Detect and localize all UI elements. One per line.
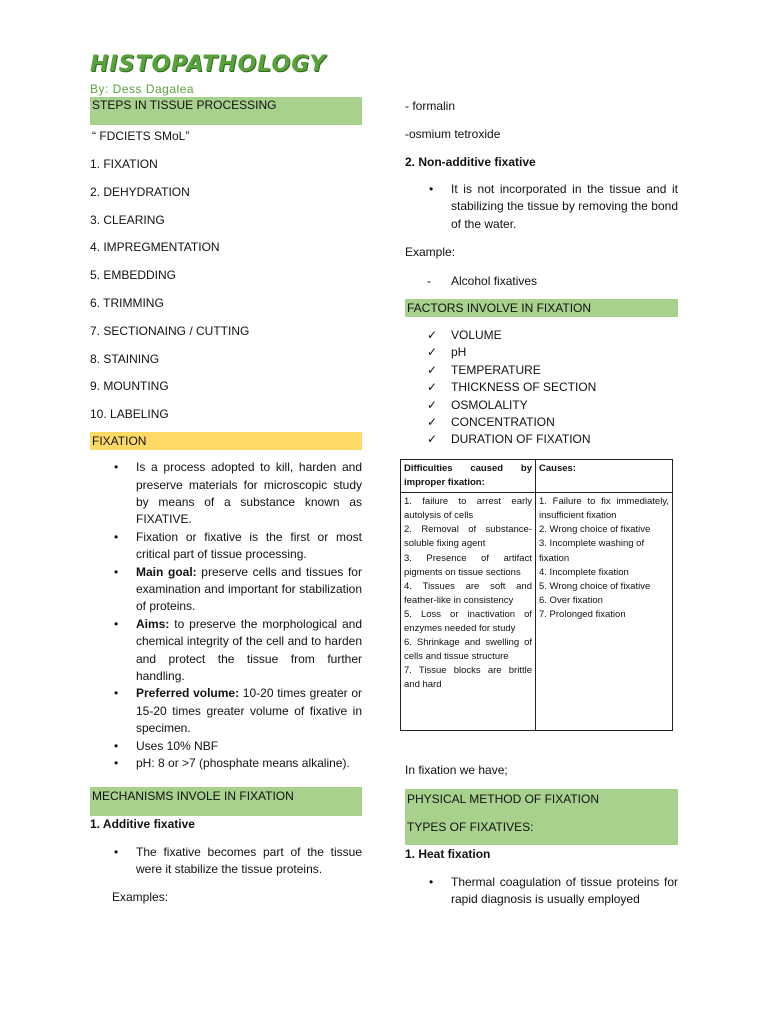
- check-icon: ✓: [427, 345, 438, 360]
- step-item: 7. SECTIONAING / CUTTING: [90, 323, 250, 338]
- check-icon: ✓: [427, 397, 438, 412]
- step-item: 10. LABELING: [90, 407, 169, 422]
- heat-heading: 1. Heat fixation: [405, 847, 491, 861]
- bullet-item: • Aims: to preserve the morphological and chemical integrity of the cell and to harden and protect the tissue from further handling.: [90, 616, 362, 686]
- bullet-item: • It is not incorporated in the tissue and it stabilizing the tissue by removing the bond of the water.: [405, 181, 678, 233]
- bullet-item: • The fixative becomes part of the tissue were it stabilize the tissue proteins.: [90, 844, 362, 879]
- difficulty-item: 2. Removal of substance-soluble fixing agent: [404, 524, 532, 550]
- formalin-line: - formalin: [405, 99, 456, 113]
- cause-item: 3. Incomplete washing of fixation: [539, 538, 645, 564]
- table-row: [401, 493, 673, 731]
- cause-item: 5. Wrong choice of fixative: [539, 580, 651, 592]
- cause-item: 6. Over fixation: [539, 594, 603, 606]
- mechanisms-heading: MECHANISMS INVOLE IN FIXATION: [90, 787, 362, 816]
- step-item: 6. TRIMMING: [90, 295, 164, 310]
- cause-item: 7. Prolonged fixation: [539, 608, 626, 620]
- causes-cell: [536, 493, 673, 731]
- bullet-item: • Uses 10% NBF: [90, 738, 362, 755]
- bullet-item: • Fixation or fixative is the first or most critical part of tissue processing.: [90, 529, 362, 564]
- step-item: 3. CLEARING: [90, 212, 165, 227]
- fixation-bullets: [90, 459, 362, 772]
- physical-band: [405, 789, 678, 845]
- alcohol-item: [405, 273, 724, 289]
- factor-item: ✓ TEMPERATURE: [405, 362, 678, 379]
- factor-item: ✓ OSMOLALITY: [405, 397, 678, 414]
- bullet-item: • Thermal coagulation of tissue proteins for rapid diagnosis is usually employed: [405, 874, 678, 909]
- header-causes: Causes:: [536, 460, 673, 493]
- osmium-line: -osmium tetroxide: [405, 127, 501, 141]
- step-item: 9. MOUNTING: [90, 379, 169, 394]
- in-fixation-line: In fixation we have;: [405, 763, 508, 777]
- check-icon: ✓: [427, 362, 438, 377]
- physical-heading: PHYSICAL METHOD OF FIXATION: [407, 792, 600, 806]
- mnemonic: “ FDCIETS SMoL”: [92, 129, 190, 143]
- factor-item: ✓ CONCENTRATION: [405, 414, 678, 431]
- example-label: Example:: [405, 245, 456, 259]
- examples-label: Examples:: [112, 890, 169, 904]
- fixation-heading: FIXATION: [90, 432, 362, 450]
- difficulty-item: 3. Presence of artifact pigments on tissue sections: [404, 552, 532, 578]
- factor-item: ✓ DURATION OF FIXATION: [405, 431, 678, 448]
- factors-list: [405, 327, 678, 449]
- difficulty-item: 1. failure to arrest early autolysis of cells: [404, 496, 532, 522]
- bullet-item: • Main goal: preserve cells and tissues for examination and important for stabilization of proteins.: [90, 564, 362, 616]
- cause-item: 1. Failure to fix immediately, insufficient fixation: [539, 496, 669, 522]
- additive-heading: 1. Additive fixative: [90, 817, 195, 831]
- cause-item: 4. Incomplete fixation: [539, 566, 629, 578]
- step-item: 1. FIXATION: [90, 157, 158, 171]
- cause-item: 2. Wrong choice of fixative: [539, 524, 651, 536]
- step-item: 8. STAINING: [90, 351, 160, 366]
- table-header-row: [401, 460, 673, 493]
- types-heading: TYPES OF FIXATIVES:: [407, 820, 534, 834]
- nonadditive-heading: 2. Non-additive fixative: [405, 155, 536, 169]
- difficulty-item: 7. Tissue blocks are brittle and hard: [404, 665, 532, 691]
- difficulty-item: 4. Tissues are soft and feather-like in consistency: [404, 580, 532, 606]
- dash-marker: -: [427, 274, 431, 288]
- bullet-item: • Preferred volume: 10-20 times greater or 15-20 times greater volume of fixative in specimen.: [90, 685, 362, 737]
- check-icon: ✓: [427, 328, 438, 342]
- check-icon: ✓: [427, 415, 438, 430]
- difficulty-item: 5. Loss or inactivation of enzymes needed for study: [404, 608, 532, 635]
- alcohol-text: Alcohol fixatives: [451, 274, 538, 288]
- check-icon: ✓: [427, 380, 438, 395]
- factor-item: ✓ VOLUME: [405, 327, 678, 344]
- steps-list: [90, 156, 362, 422]
- step-item: 5. EMBEDDING: [90, 268, 177, 283]
- nonadditive-bullets: [405, 181, 678, 233]
- left-column: [90, 97, 362, 772]
- steps-heading: STEPS IN TISSUE PROCESSING: [90, 97, 362, 125]
- header-difficulties: Difficulties caused by improper fixation:: [401, 460, 536, 493]
- author-byline: By: Dess Dagalea: [90, 82, 195, 96]
- additive-bullets: [90, 844, 362, 879]
- step-item: 4. IMPREGMENTATION: [90, 240, 220, 255]
- step-item: 2. DEHYDRATION: [90, 184, 190, 199]
- difficulties-cell: [401, 493, 536, 731]
- difficulty-item: 6. Shrinkage and swelling of cells and tissue structure: [404, 637, 532, 663]
- check-icon: ✓: [427, 432, 438, 447]
- page-title: HISTOPATHOLOGY: [90, 52, 327, 77]
- factors-heading: FACTORS INVOLVE IN FIXATION: [405, 299, 678, 317]
- difficulties-table: [400, 459, 673, 731]
- heat-bullets: [405, 874, 678, 909]
- bullet-item: • Is a process adopted to kill, harden and preserve materials for microscopic study by means of a substance known as FIXATIVE.: [90, 459, 362, 529]
- factor-item: ✓ pH: [405, 344, 678, 361]
- factor-item: ✓ THICKNESS OF SECTION: [405, 379, 678, 396]
- bullet-item: • pH: 8 or >7 (phosphate means alkaline).: [90, 755, 362, 772]
